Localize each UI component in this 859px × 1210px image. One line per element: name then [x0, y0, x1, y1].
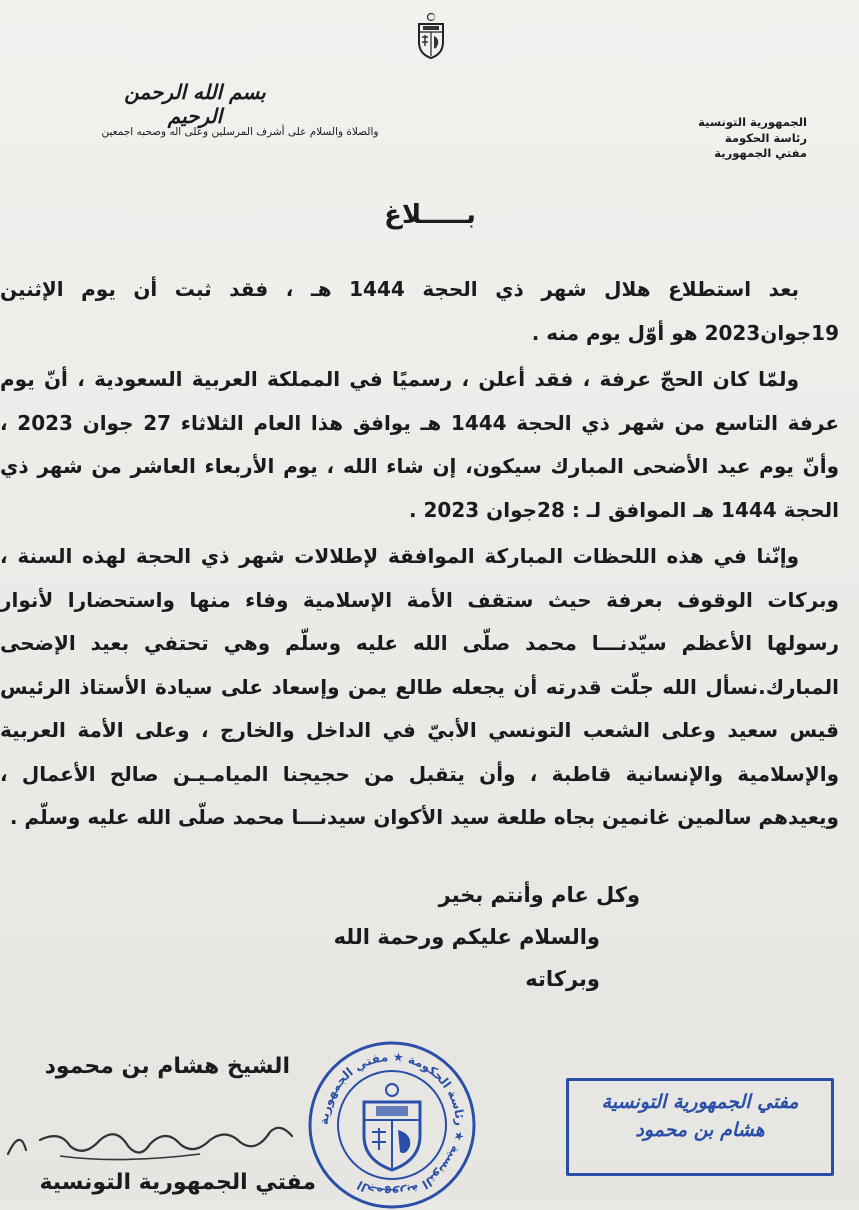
signatory-name: الشيخ هشام بن محمود — [44, 1054, 290, 1079]
stamp-line-2: هشام بن محمود — [635, 1119, 765, 1141]
announcement-body — [0, 268, 845, 840]
seal-ring-text: الجمهورية التونسية ★ رئاسة الحكومة ★ مفتي الجمهورية — [316, 1049, 468, 1201]
government-header — [607, 115, 807, 162]
gov-line-presidency: رئاسة الحكومة — [724, 130, 807, 145]
mufti-stamp — [566, 1078, 834, 1176]
tunisia-emblem-icon — [414, 12, 448, 60]
official-seal — [302, 1040, 482, 1210]
signatory-title: مفتي الجمهورية التونسية — [39, 1170, 316, 1195]
paragraph-3: وإنّنا في هذه اللحظات المباركة الموافقة لإطلالات شهر ذي الحجة لهذه السنة ، وبركات الوقوف بعرفة حيث ستقف الأمة الإسلامية وفاء منها واستحضارا لأنوار رسولها الأعظم سيّدنـــا محمد صلّى الله عليه وسلّم وهي تحتفي بعيد الإضحى المبارك.نسأل الله جلّت قدرته أن يجعله طالع يمن وإسعاد على سيادة الأستاذ الرئيس قيس سعيد وعلى الشعب التونسي الأبيّ في الداخل والخارج ، وعلى الأمة العربية والإسلامية والإنسانية قاطبة ، وأن يتقبل من حجيجنا الميامـيـن صالح الأعمال ، ويعيدهم سالمين غانمين بجاه طلعة سيد الأكوان سيدنـــا محمد صلّى الله عليه وسلّم . — [0, 544, 839, 829]
closing-line-2: والسلام عليكم ورحمة الله وبركاته — [333, 925, 600, 991]
gov-line-republic: الجمهورية التونسية — [698, 115, 807, 129]
basmala: بسم الله الرحمن الرحيم — [124, 80, 266, 128]
paragraph-1: بعد استطلاع هلال شهر ذي الحجة 1444 هـ ، فقد ثبت أن يوم الإثنين 19جوان2023 هو أوّل يوم منه . — [0, 277, 839, 345]
closing-greeting — [300, 874, 640, 1000]
document-title: بـــــلاغ — [384, 200, 476, 230]
gov-line-mufti: مفتي الجمهورية — [714, 146, 807, 161]
handwritten-signature — [0, 1110, 300, 1170]
salutation-line: والصلاة والسلام على أشرف المرسلين وعلى اله وصحبه اجمعين — [101, 126, 379, 138]
paragraph-2: ولمّا كان الحجّ عرفة ، فقد أعلن ، رسميًا في المملكة العربية السعودية ، أنّ يوم عرفة التاسع من شهر ذي الحجة 1444 هـ يوافق هذا العام الثلاثاء 27 جوان 2023 ، وأنّ يوم عيد الأضحى المبارك سيكون، إن شاء الله ، يوم الأربعاء العاشر من شهر ذي الحجة 1444 هـ الموافق لـ : 28جوان 2023 . — [0, 367, 839, 522]
closing-line-1: وكل عام وأنتم بخير — [438, 883, 640, 907]
stamp-line-1: مفتي الجمهورية التونسية — [601, 1091, 799, 1113]
